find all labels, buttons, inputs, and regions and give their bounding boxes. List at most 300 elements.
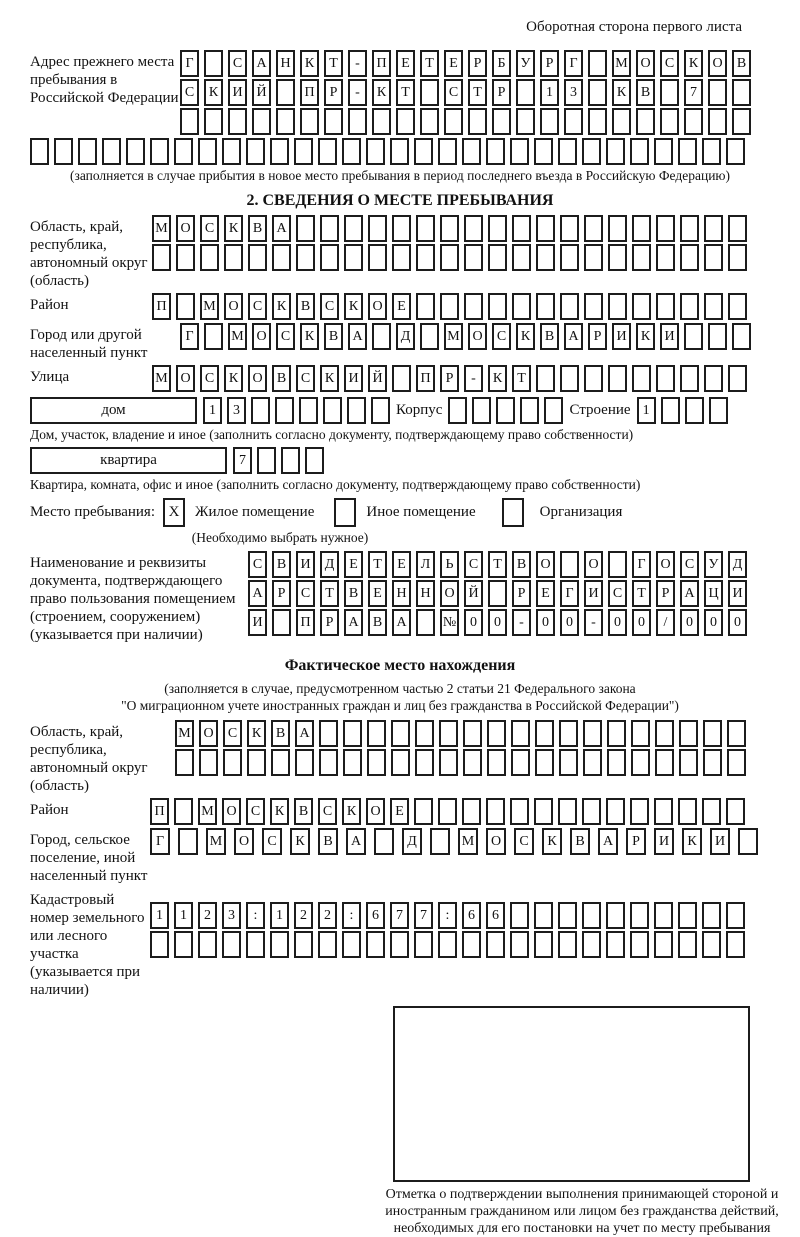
char-box[interactable] (150, 931, 169, 958)
char-box[interactable] (368, 215, 387, 242)
char-box[interactable] (630, 902, 649, 929)
char-box[interactable]: С (608, 580, 627, 607)
char-box[interactable]: С (464, 551, 483, 578)
char-box[interactable] (150, 138, 169, 165)
char-box[interactable] (392, 215, 411, 242)
char-box[interactable] (318, 138, 337, 165)
char-box[interactable] (702, 931, 721, 958)
char-box[interactable] (472, 397, 491, 424)
char-box[interactable] (392, 365, 411, 392)
char-box[interactable]: У (704, 551, 723, 578)
char-box[interactable]: 0 (464, 609, 483, 636)
char-box[interactable] (430, 828, 450, 855)
char-box[interactable] (558, 798, 577, 825)
char-box[interactable]: Н (416, 580, 435, 607)
char-box[interactable] (251, 397, 270, 424)
char-box[interactable] (536, 365, 555, 392)
char-box[interactable]: М (198, 798, 217, 825)
char-box[interactable]: А (252, 50, 271, 77)
char-box[interactable]: К (247, 720, 266, 747)
char-box[interactable] (535, 720, 554, 747)
char-box[interactable] (486, 138, 505, 165)
checkbox-organizatsiya[interactable] (502, 498, 524, 527)
char-box[interactable] (296, 244, 315, 271)
char-box[interactable] (728, 365, 747, 392)
char-box[interactable] (342, 931, 361, 958)
char-box[interactable]: О (636, 50, 655, 77)
char-box[interactable] (656, 293, 675, 320)
char-box[interactable]: В (540, 323, 559, 350)
char-box[interactable]: О (708, 50, 727, 77)
char-box[interactable] (318, 931, 337, 958)
char-box[interactable] (420, 323, 439, 350)
char-box[interactable] (392, 244, 411, 271)
char-box[interactable]: В (636, 79, 655, 106)
char-box[interactable]: В (570, 828, 590, 855)
char-box[interactable] (228, 108, 247, 135)
char-box[interactable] (464, 244, 483, 271)
char-box[interactable] (559, 749, 578, 776)
char-box[interactable] (582, 138, 601, 165)
char-box[interactable] (462, 138, 481, 165)
char-box[interactable]: - (348, 50, 367, 77)
char-box[interactable] (487, 720, 506, 747)
char-box[interactable]: 2 (318, 902, 337, 929)
char-box[interactable]: В (296, 293, 315, 320)
char-box[interactable]: : (342, 902, 361, 929)
char-box[interactable]: С (492, 323, 511, 350)
char-box[interactable] (631, 720, 650, 747)
char-box[interactable]: О (486, 828, 506, 855)
char-box[interactable] (684, 108, 703, 135)
char-box[interactable] (275, 397, 294, 424)
char-box[interactable] (299, 397, 318, 424)
char-box[interactable] (560, 293, 579, 320)
char-box[interactable]: Д (320, 551, 339, 578)
char-box[interactable]: А (598, 828, 618, 855)
char-box[interactable] (347, 397, 366, 424)
char-box[interactable]: С (680, 551, 699, 578)
char-box[interactable]: Е (390, 798, 409, 825)
char-box[interactable] (176, 244, 195, 271)
char-box[interactable]: С (200, 215, 219, 242)
char-box[interactable] (257, 447, 276, 474)
char-box[interactable] (152, 244, 171, 271)
char-box[interactable]: Ь (440, 551, 459, 578)
char-box[interactable] (680, 293, 699, 320)
char-box[interactable]: О (440, 580, 459, 607)
char-box[interactable]: И (584, 580, 603, 607)
char-box[interactable]: М (458, 828, 478, 855)
char-box[interactable]: 1 (637, 397, 656, 424)
char-box[interactable] (174, 798, 193, 825)
char-box[interactable] (319, 749, 338, 776)
char-box[interactable] (684, 323, 703, 350)
char-box[interactable]: Р (512, 580, 531, 607)
char-box[interactable] (630, 931, 649, 958)
char-box[interactable] (324, 108, 343, 135)
char-box[interactable]: 7 (233, 447, 252, 474)
char-box[interactable] (366, 931, 385, 958)
char-box[interactable] (54, 138, 73, 165)
char-box[interactable]: Д (728, 551, 747, 578)
char-box[interactable] (685, 397, 704, 424)
char-box[interactable] (535, 749, 554, 776)
char-box[interactable] (584, 293, 603, 320)
char-box[interactable] (204, 50, 223, 77)
char-box[interactable]: С (248, 551, 267, 578)
char-box[interactable] (564, 108, 583, 135)
char-box[interactable]: Б (492, 50, 511, 77)
char-box[interactable] (661, 397, 680, 424)
char-box[interactable] (271, 749, 290, 776)
char-box[interactable] (323, 397, 342, 424)
char-box[interactable] (544, 397, 563, 424)
char-box[interactable] (511, 749, 530, 776)
char-box[interactable] (583, 720, 602, 747)
char-box[interactable]: Р (492, 79, 511, 106)
char-box[interactable] (180, 108, 199, 135)
char-box[interactable]: Е (536, 580, 555, 607)
char-box[interactable]: В (272, 551, 291, 578)
char-box[interactable]: И (660, 323, 679, 350)
char-box[interactable] (174, 931, 193, 958)
char-box[interactable]: - (584, 609, 603, 636)
char-box[interactable]: М (175, 720, 194, 747)
char-box[interactable] (223, 749, 242, 776)
char-box[interactable]: И (228, 79, 247, 106)
char-box[interactable]: О (584, 551, 603, 578)
char-box[interactable] (367, 749, 386, 776)
char-box[interactable] (536, 244, 555, 271)
char-box[interactable]: Й (464, 580, 483, 607)
char-box[interactable]: 1 (174, 902, 193, 929)
char-box[interactable] (462, 798, 481, 825)
char-box[interactable]: Т (320, 580, 339, 607)
char-box[interactable] (632, 365, 651, 392)
char-box[interactable] (520, 397, 539, 424)
char-box[interactable] (727, 749, 746, 776)
char-box[interactable] (488, 580, 507, 607)
char-box[interactable] (678, 931, 697, 958)
char-box[interactable]: М (206, 828, 226, 855)
char-box[interactable]: И (344, 365, 363, 392)
kvartira-field-box[interactable]: квартира (30, 447, 227, 474)
char-box[interactable] (414, 798, 433, 825)
char-box[interactable] (588, 108, 607, 135)
char-box[interactable] (656, 215, 675, 242)
char-box[interactable] (726, 798, 745, 825)
char-box[interactable]: К (344, 293, 363, 320)
char-box[interactable]: О (199, 720, 218, 747)
char-box[interactable] (588, 79, 607, 106)
char-box[interactable] (608, 244, 627, 271)
char-box[interactable] (726, 931, 745, 958)
char-box[interactable]: Р (656, 580, 675, 607)
char-box[interactable] (704, 293, 723, 320)
char-box[interactable]: В (248, 215, 267, 242)
char-box[interactable] (438, 138, 457, 165)
char-box[interactable] (199, 749, 218, 776)
char-box[interactable]: М (152, 215, 171, 242)
char-box[interactable] (582, 902, 601, 929)
char-box[interactable] (198, 931, 217, 958)
char-box[interactable] (584, 365, 603, 392)
char-box[interactable] (732, 108, 751, 135)
char-box[interactable] (536, 215, 555, 242)
char-box[interactable]: 1 (540, 79, 559, 106)
char-box[interactable] (606, 798, 625, 825)
char-box[interactable] (608, 365, 627, 392)
char-box[interactable]: О (468, 323, 487, 350)
char-box[interactable]: С (296, 365, 315, 392)
char-box[interactable]: К (636, 323, 655, 350)
char-box[interactable] (367, 720, 386, 747)
char-box[interactable]: 2 (294, 902, 313, 929)
char-box[interactable]: В (318, 828, 338, 855)
char-box[interactable] (204, 108, 223, 135)
char-box[interactable] (534, 902, 553, 929)
char-box[interactable] (391, 720, 410, 747)
char-box[interactable]: К (272, 293, 291, 320)
char-box[interactable] (606, 138, 625, 165)
char-box[interactable] (709, 397, 728, 424)
char-box[interactable] (703, 749, 722, 776)
char-box[interactable]: К (372, 79, 391, 106)
char-box[interactable] (534, 138, 553, 165)
char-box[interactable] (678, 798, 697, 825)
char-box[interactable]: О (222, 798, 241, 825)
char-box[interactable] (438, 931, 457, 958)
char-box[interactable] (728, 215, 747, 242)
char-box[interactable]: 3 (564, 79, 583, 106)
char-box[interactable] (558, 138, 577, 165)
char-box[interactable]: О (656, 551, 675, 578)
char-box[interactable]: А (248, 580, 267, 607)
char-box[interactable] (660, 79, 679, 106)
char-box[interactable]: Ц (704, 580, 723, 607)
char-box[interactable]: О (248, 365, 267, 392)
char-box[interactable] (416, 293, 435, 320)
char-box[interactable] (540, 108, 559, 135)
char-box[interactable] (300, 108, 319, 135)
char-box[interactable]: В (272, 365, 291, 392)
char-box[interactable] (372, 108, 391, 135)
char-box[interactable]: Д (402, 828, 422, 855)
char-box[interactable]: О (176, 215, 195, 242)
char-box[interactable]: № (440, 609, 459, 636)
char-box[interactable] (463, 749, 482, 776)
char-box[interactable]: 6 (366, 902, 385, 929)
char-box[interactable] (416, 609, 435, 636)
char-box[interactable] (391, 749, 410, 776)
char-box[interactable]: С (246, 798, 265, 825)
char-box[interactable] (726, 902, 745, 929)
char-box[interactable] (708, 323, 727, 350)
char-box[interactable] (420, 108, 439, 135)
char-box[interactable]: К (684, 50, 703, 77)
char-box[interactable] (708, 108, 727, 135)
char-box[interactable]: К (204, 79, 223, 106)
char-box[interactable]: Е (368, 580, 387, 607)
char-box[interactable] (732, 79, 751, 106)
char-box[interactable] (516, 79, 535, 106)
char-box[interactable] (320, 244, 339, 271)
char-box[interactable] (374, 828, 394, 855)
char-box[interactable] (439, 720, 458, 747)
char-box[interactable]: 0 (632, 609, 651, 636)
char-box[interactable] (252, 108, 271, 135)
char-box[interactable]: К (224, 365, 243, 392)
char-box[interactable] (534, 931, 553, 958)
char-box[interactable]: В (368, 609, 387, 636)
char-box[interactable] (343, 749, 362, 776)
char-box[interactable] (276, 79, 295, 106)
char-box[interactable] (492, 108, 511, 135)
char-box[interactable] (126, 138, 145, 165)
char-box[interactable]: У (516, 50, 535, 77)
char-box[interactable] (296, 215, 315, 242)
char-box[interactable] (732, 323, 751, 350)
char-box[interactable] (487, 749, 506, 776)
char-box[interactable] (630, 798, 649, 825)
char-box[interactable] (390, 138, 409, 165)
char-box[interactable]: П (372, 50, 391, 77)
char-box[interactable] (510, 902, 529, 929)
char-box[interactable] (246, 931, 265, 958)
char-box[interactable]: Л (416, 551, 435, 578)
char-box[interactable] (680, 365, 699, 392)
char-box[interactable] (414, 138, 433, 165)
char-box[interactable] (560, 244, 579, 271)
char-box[interactable]: О (176, 365, 195, 392)
char-box[interactable] (463, 720, 482, 747)
char-box[interactable] (344, 244, 363, 271)
char-box[interactable]: О (368, 293, 387, 320)
char-box[interactable]: К (290, 828, 310, 855)
char-box[interactable]: К (612, 79, 631, 106)
char-box[interactable]: И (248, 609, 267, 636)
char-box[interactable]: Р (468, 50, 487, 77)
char-box[interactable] (678, 902, 697, 929)
char-box[interactable]: С (262, 828, 282, 855)
char-box[interactable] (175, 749, 194, 776)
char-box[interactable]: Й (252, 79, 271, 106)
char-box[interactable]: В (512, 551, 531, 578)
char-box[interactable] (294, 931, 313, 958)
char-box[interactable]: Р (588, 323, 607, 350)
char-box[interactable]: М (612, 50, 631, 77)
char-box[interactable] (371, 397, 390, 424)
char-box[interactable] (511, 720, 530, 747)
char-box[interactable] (272, 609, 291, 636)
char-box[interactable]: Д (396, 323, 415, 350)
char-box[interactable] (247, 749, 266, 776)
char-box[interactable] (510, 798, 529, 825)
char-box[interactable]: К (516, 323, 535, 350)
char-box[interactable]: Е (392, 551, 411, 578)
char-box[interactable] (558, 902, 577, 929)
char-box[interactable] (704, 244, 723, 271)
char-box[interactable]: : (438, 902, 457, 929)
char-box[interactable]: К (320, 365, 339, 392)
char-box[interactable] (632, 293, 651, 320)
char-box[interactable] (534, 798, 553, 825)
char-box[interactable]: И (654, 828, 674, 855)
char-box[interactable] (512, 293, 531, 320)
char-box[interactable]: Т (324, 50, 343, 77)
char-box[interactable]: В (294, 798, 313, 825)
char-box[interactable]: 7 (684, 79, 703, 106)
char-box[interactable]: Г (180, 323, 199, 350)
char-box[interactable] (416, 244, 435, 271)
char-box[interactable]: Т (396, 79, 415, 106)
char-box[interactable] (342, 138, 361, 165)
char-box[interactable]: С (180, 79, 199, 106)
char-box[interactable] (584, 215, 603, 242)
char-box[interactable] (558, 931, 577, 958)
char-box[interactable]: Й (368, 365, 387, 392)
char-box[interactable]: 0 (704, 609, 723, 636)
char-box[interactable]: А (295, 720, 314, 747)
char-box[interactable]: В (271, 720, 290, 747)
char-box[interactable] (344, 215, 363, 242)
char-box[interactable] (654, 138, 673, 165)
char-box[interactable] (281, 447, 300, 474)
char-box[interactable] (372, 323, 391, 350)
char-box[interactable] (488, 293, 507, 320)
char-box[interactable]: Т (488, 551, 507, 578)
char-box[interactable] (738, 828, 758, 855)
char-box[interactable]: П (416, 365, 435, 392)
char-box[interactable] (396, 108, 415, 135)
char-box[interactable]: Т (512, 365, 531, 392)
char-box[interactable] (78, 138, 97, 165)
char-box[interactable] (654, 798, 673, 825)
char-box[interactable] (440, 215, 459, 242)
char-box[interactable]: С (660, 50, 679, 77)
char-box[interactable]: К (224, 215, 243, 242)
char-box[interactable] (102, 138, 121, 165)
char-box[interactable]: Е (444, 50, 463, 77)
char-box[interactable] (486, 931, 505, 958)
char-box[interactable] (270, 138, 289, 165)
char-box[interactable]: 0 (608, 609, 627, 636)
char-box[interactable] (272, 244, 291, 271)
char-box[interactable] (222, 931, 241, 958)
char-box[interactable] (654, 902, 673, 929)
char-box[interactable] (584, 244, 603, 271)
char-box[interactable]: - (464, 365, 483, 392)
char-box[interactable] (348, 108, 367, 135)
char-box[interactable] (305, 447, 324, 474)
char-box[interactable]: А (344, 609, 363, 636)
char-box[interactable]: Т (632, 580, 651, 607)
char-box[interactable]: Е (392, 293, 411, 320)
char-box[interactable]: С (318, 798, 337, 825)
char-box[interactable]: И (710, 828, 730, 855)
char-box[interactable] (704, 215, 723, 242)
char-box[interactable]: А (348, 323, 367, 350)
char-box[interactable] (464, 215, 483, 242)
char-box[interactable] (204, 323, 223, 350)
char-box[interactable]: Г (180, 50, 199, 77)
char-box[interactable] (630, 138, 649, 165)
char-box[interactable] (728, 293, 747, 320)
char-box[interactable] (440, 244, 459, 271)
char-box[interactable]: Т (468, 79, 487, 106)
char-box[interactable]: 7 (390, 902, 409, 929)
